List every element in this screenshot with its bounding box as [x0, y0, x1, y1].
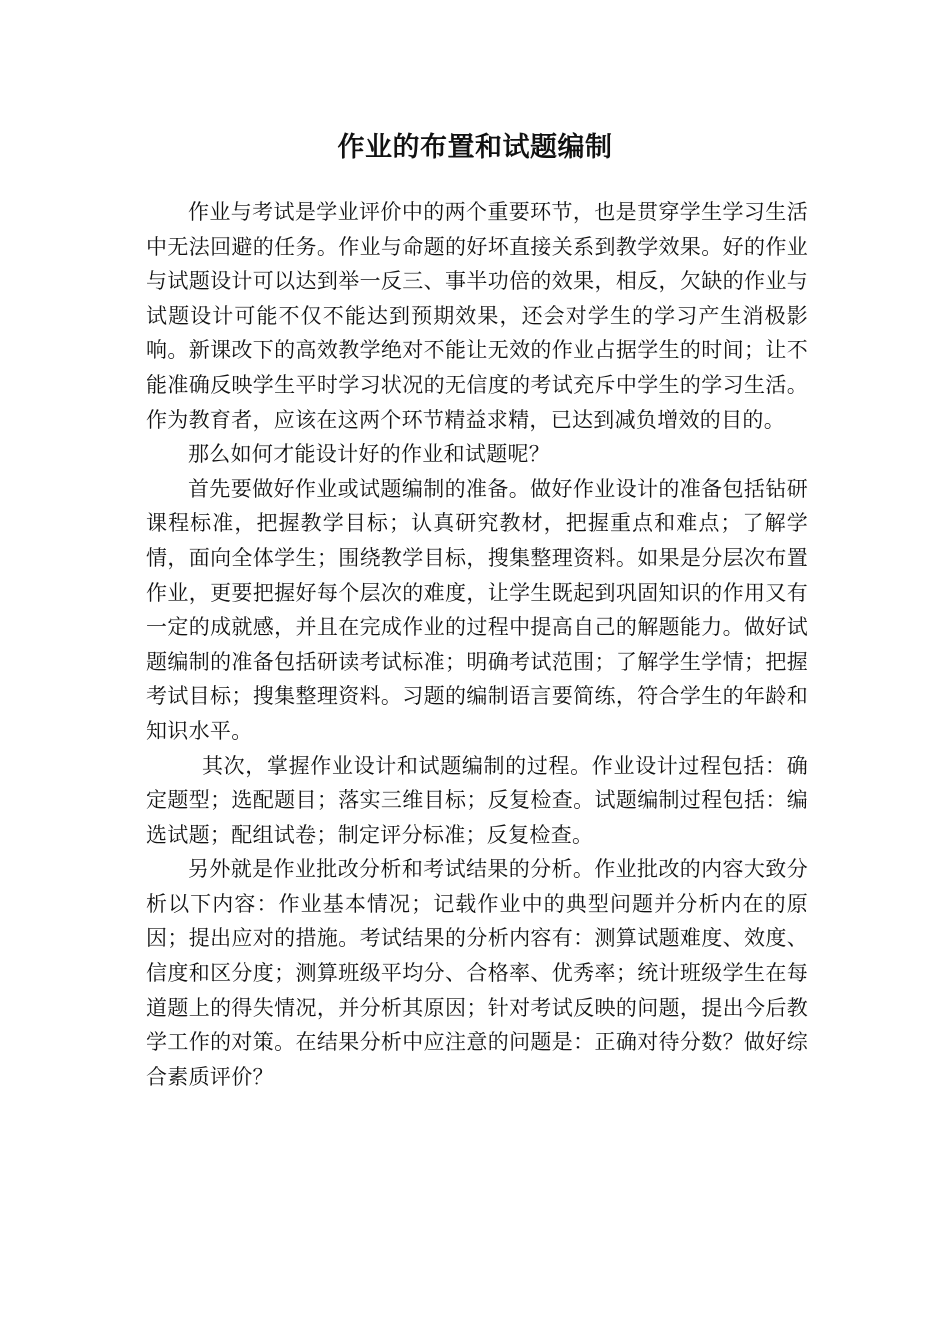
paragraph-question: 那么如何才能设计好的作业和试题呢？ [188, 442, 551, 467]
paragraph-analysis: 另外就是作业批改分析和考试结果的分析。作业批改的内容大致分析以下内容：作业基本情况；记载作业中的典型问题并分析内在的原因；提出应对的措施。考试结果的分析内容有：测算试题难度、效度、信度和区分度；测算班级平均分、合格率、优秀率；统计班级学生在每道题上的得失情况，并分析其原因；针对考试反映的问题，提出今后教学工作的对策。在结果分析中应注意的问题是：正确对待分数？做好综合素质评价？ [146, 857, 808, 1089]
document-title: 作业的布置和试题编制 [337, 132, 613, 163]
paragraph-preparation: 首先要做好作业或试题编制的准备。做好作业设计的准备包括钻研课程标准，把握教学目标；认真研究教材，把握重点和难点；了解学情，面向全体学生；围绕教学目标，搜集整理资料。如果是分层次布置作业，更要把握好每个层次的难度，让学生既起到巩固知识的作用又有一定的成就感，并且在完成作业的过程中提高自己的解题能力。做好试题编制的准备包括研读考试标准；明确考试范围；了解学生学情；把握考试目标；搜集整理资料。习题的编制语言要简练，符合学生的年龄和知识水平。 [146, 476, 808, 743]
document-body [146, 195, 808, 1094]
paragraph-process: 其次，掌握作业设计和试题编制的过程。作业设计过程包括：确定题型；选配题目；落实三维目标；反复检查。试题编制过程包括：编选试题；配组试卷；制定评分标准；反复检查。 [146, 753, 808, 847]
paragraph-intro: 作业与考试是学业评价中的两个重要环节，也是贯穿学生学习生活中无法回避的任务。作业与命题的好坏直接关系到教学效果。好的作业与试题设计可以达到举一反三、事半功倍的效果，相反，欠缺的作业与试题设计可能不仅不能达到预期效果，还会对学生的学习产生消极影响。新课改下的高效教学绝对不能让无效的作业占据学生的时间；让不能准确反映学生平时学习状况的无信度的考试充斥中学生的学习生活。作为教育者，应该在这两个环节精益求精，已达到减负增效的目的。 [146, 200, 808, 432]
